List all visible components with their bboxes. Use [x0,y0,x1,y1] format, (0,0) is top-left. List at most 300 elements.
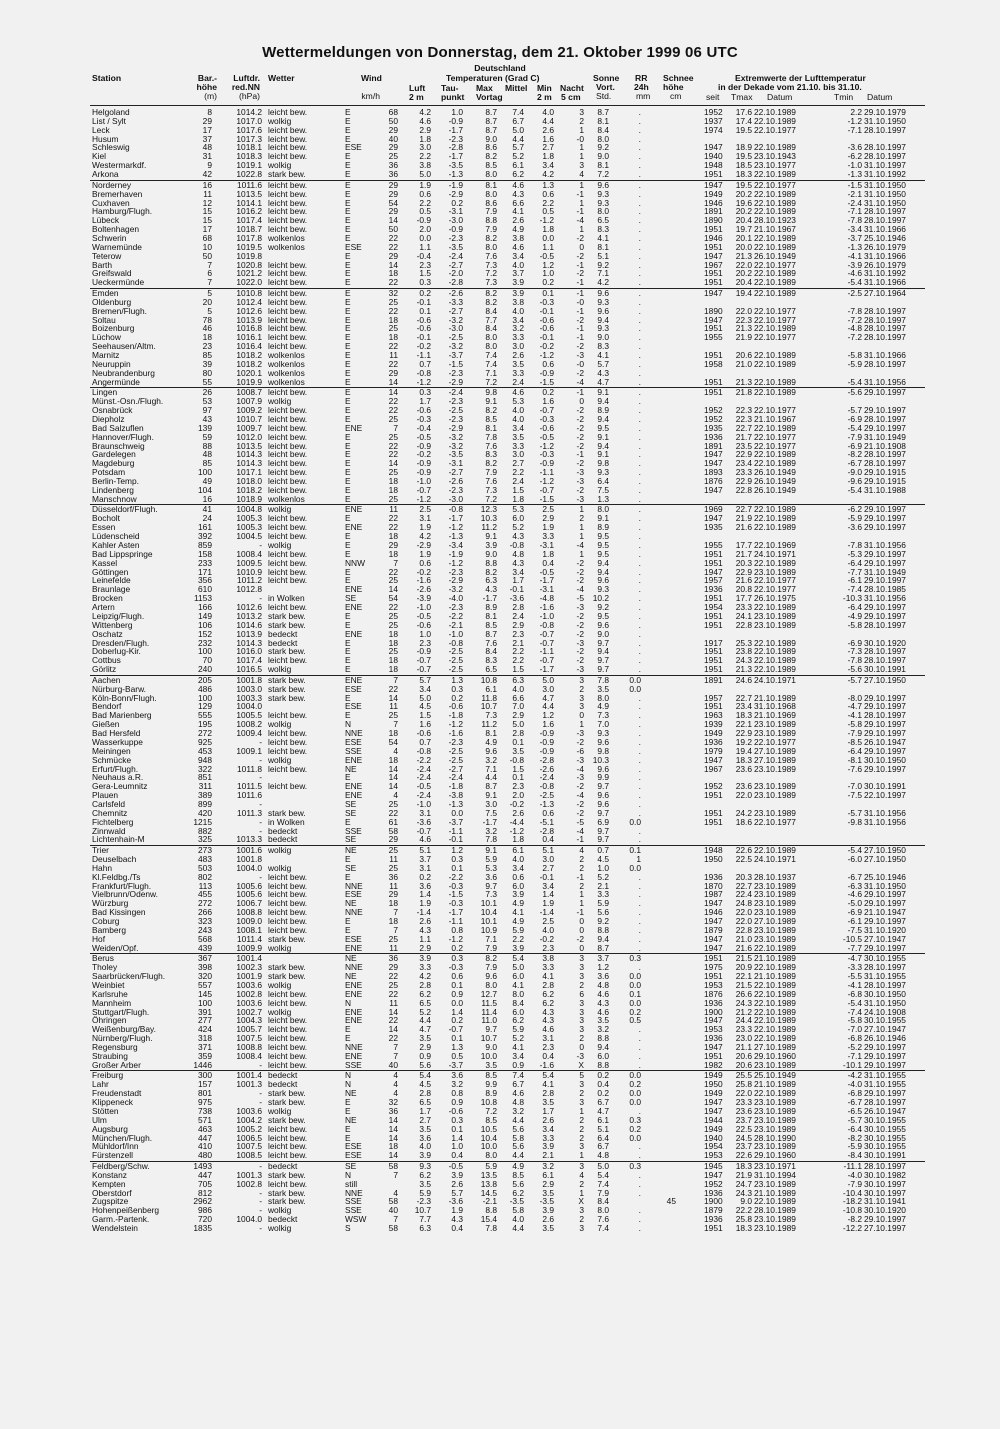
cell-seit: 1951 [704,376,723,387]
cell-tau: 5.7 [451,1187,463,1198]
cell-speed: 40 [388,1205,398,1216]
cell-luft: 4.6 [419,834,431,845]
cell-min: -0.5 [539,566,554,577]
cell-wetter: leicht bew. [268,124,308,135]
cell-mittel: 7.4 [512,107,524,117]
cell-rr: . [638,504,641,515]
cell-wetter: leicht bew. [268,1141,308,1152]
cell-tmax: 19.5 [735,179,752,190]
table-row [0,818,1000,827]
cell-tmax-d: 22.10.1989 [754,504,796,515]
cell-mittel: 4.0 [512,683,524,694]
cell-tmin-d: 28.10.1997 [864,655,906,666]
cell-sonne: 9.2 [597,916,609,927]
cell-dir: N [345,1169,352,1180]
cell-station: Hohenpeißenberg [92,1205,160,1216]
cell-speed: 4 [393,790,398,801]
cell-dir: NNE [345,962,363,973]
cell-max: 10.0 [480,1141,497,1152]
cell-tmax-d: 23.10.1989 [754,924,796,935]
cell-luftdr: 1018.0 [236,476,262,487]
cell-min: 0.5 [542,206,554,217]
cell-tmin: -7.0 [847,781,862,792]
cell-tau: -2.3 [448,602,463,613]
cell-seit: 1879 [704,924,723,935]
cell-luftdr: 1016.1 [236,332,262,343]
cell-tmax: 21.3 [735,664,752,675]
cell-nacht: -1 [576,332,584,343]
cell-seit: 1974 [704,124,723,135]
cell-tmax-d: 22.10.1989 [754,206,796,217]
cell-tau: -2.4 [448,250,463,261]
cell-tau: -3.7 [448,350,463,361]
cell-bar: 100 [198,997,212,1008]
cell-seit: 1935 [704,522,723,533]
cell-tau: 1.0 [451,1141,463,1152]
cell-luft: 0.5 [419,206,431,217]
cell-bar: 39 [202,358,212,369]
cell-seit: 1950 [704,1079,723,1090]
cell-tmin: -7.5 [847,790,862,801]
cell-station: Kahler Asten [92,539,140,550]
cell-max: 7.9 [485,206,497,217]
cell-bar: 232 [198,637,212,648]
cell-luftdr: 1009.0 [236,916,262,927]
cell-seit: 1947 [704,754,723,765]
cell-rr: 0.3 [629,953,641,964]
cell-luft: 3.7 [419,854,431,864]
cell-luftdr: - [259,593,262,604]
cell-max: 4.3 [485,584,497,595]
cell-tmax-d: 22.10.1977 [754,584,796,595]
cell-dir: E [345,539,351,550]
cell-dir: E [345,179,351,190]
cell-max: 7.3 [485,710,497,721]
cell-luftdr: 1019.1 [236,160,262,171]
cell-station: Neuhaus a.R. [92,772,144,783]
cell-min: -3.1 [539,584,554,595]
cell-nacht: 1 [579,1105,584,1116]
cell-station: Bremerhaven [92,188,143,199]
cell-max: 8.5 [485,413,497,424]
cell-rr: . [638,224,641,235]
cell-tmin-d: 22.10.1997 [864,790,906,801]
cell-station: Mannheim [92,997,132,1008]
cell-rr: . [638,871,641,882]
cell-dir: E [345,358,351,369]
cell-rr: 0.0 [629,1070,641,1081]
cell-tau: -1.6 [448,728,463,739]
cell-dir: ENE [345,979,363,990]
cell-bar: 557 [198,979,212,990]
cell-max: 11.5 [481,997,497,1008]
cell-seit: 1948 [704,160,723,171]
col-header-max1: Max [476,83,493,93]
cell-tmin-d: 28.10.1997 [864,314,906,325]
cell-rr: . [638,268,641,279]
cell-mittel: 3.4 [512,422,524,433]
cell-tmin-d: 25.10.1946 [864,871,906,882]
cell-max: 5.9 [485,854,497,864]
cell-dir: E [345,288,351,298]
cell-sonne: 1.3 [597,493,609,504]
cell-tmax: 22.3 [735,405,752,416]
cell-tmin-d: 28.10.1997 [864,458,906,469]
cell-rr: 0.0 [629,816,641,827]
cell-bar: 266 [198,907,212,918]
cell-luft: -0.9 [416,458,431,469]
cell-mittel: -3.5 [509,1196,524,1207]
cell-sonne: 7.5 [597,484,609,495]
cell-tmax-d: 22.10.1989 [754,997,796,1008]
cell-min: -0.9 [539,728,554,739]
cell-sonne: 7.9 [597,1187,609,1198]
cell-tmin: -5.6 [847,664,862,675]
cell-wetter: leicht bew. [268,988,308,999]
cell-dir: N [345,1070,352,1081]
cell-bar: 9 [207,160,212,171]
cell-nacht: 0 [579,942,584,953]
cell-tmax: 21.6 [735,575,752,586]
cell-seit: 1940 [704,1132,723,1143]
cell-mittel: 3.9 [512,889,524,900]
cell-bar: 899 [198,798,212,809]
cell-rr: . [638,151,641,162]
cell-bar: 17 [202,124,212,135]
cell-wetter: leicht bew. [268,179,308,190]
cell-station: Köln-Bonn/Flugh. [92,692,157,703]
cell-tmax-d: 22.10.1977 [754,575,796,586]
cell-sonne: 9.1 [597,387,609,398]
cell-min: 2.6 [542,1114,554,1125]
cell-tau: -1.9 [448,548,463,559]
cell-tmin: -7.4 [847,1006,862,1017]
cell-rr: . [638,924,641,935]
cell-max: 11.2 [481,522,497,533]
table-row [0,289,1000,298]
cell-nacht: -3 [576,637,584,648]
cell-luft: 1.5 [419,268,431,279]
cell-mittel: 4.9 [512,224,524,235]
cell-sonne: 6.0 [597,1050,609,1061]
cell-station: Straubing [92,1050,128,1061]
cell-dir: E [345,387,351,398]
col-header-wind-unit: km/h [361,91,380,101]
cell-speed: 7 [393,1169,398,1180]
cell-tmax: 24.3 [735,997,752,1008]
cell-luftdr: 1004.0 [236,1214,262,1225]
cell-tmin-d: 27.10.1997 [864,1223,906,1234]
cell-tmin-d: 27.10.1947 [864,1024,906,1035]
cell-max: 10.3 [480,513,497,524]
cell-wetter: stark bew. [268,169,306,180]
col-header-schnee1: Schnee [663,73,694,83]
cell-dir: SSE [345,1059,362,1070]
cell-speed: 22 [388,971,398,982]
cell-tmin-d: 28.10.1997 [864,646,906,657]
cell-luftdr: 1008.4 [236,548,262,559]
cell-tmin: -7.8 [847,539,862,550]
cell-tmax-d: 23.10.1989 [754,898,796,909]
cell-rr: . [638,1150,641,1161]
cell-dir: SE [345,1160,357,1171]
cell-tmax: 23.0 [735,1033,752,1044]
cell-tau: 0.2 [451,1015,463,1026]
cell-tmin-d: 31.10.1966 [864,250,906,261]
cell-bar: 104 [198,484,212,495]
cell-rr: 0.0 [629,683,641,694]
cell-tmin: -6.2 [847,504,862,515]
table-row [0,765,1000,774]
cell-max: 7.1 [485,367,497,378]
cell-sonne: 9.6 [597,736,609,747]
cell-tau: -2.3 [448,413,463,424]
cell-tau: 1.2 [451,845,463,856]
cell-seit: 1951 [704,1223,723,1234]
cell-luft: -0.4 [416,422,431,433]
cell-tmin: -8.2 [847,1214,862,1225]
cell-wetter: stark bew. [268,933,306,944]
cell-seit: 1947 [704,566,723,577]
cell-station: Zugspitze [92,1196,129,1207]
cell-nacht: 2 [579,1132,584,1143]
cell-nacht: -2 [576,250,584,261]
cell-max: 8.0 [485,1150,497,1161]
cell-luftdr: 1011.8 [237,763,262,774]
cell-bar: 85 [202,458,212,469]
cell-luftdr: 1002.7 [236,1006,262,1017]
col-header-decade: in der Dekade vom 21.10. bis 31.10. [718,82,862,92]
cell-dir: ENE [345,942,363,953]
cell-tmax-d: 22.10.1989 [754,1015,796,1026]
cell-seit: 1917 [704,637,723,648]
cell-max: 10.4 [480,1132,497,1143]
cell-tmax: 24.3 [735,655,752,666]
cell-min: 1.6 [542,719,554,730]
cell-max: 7.7 [485,314,497,325]
cell-tmin: -4.1 [847,710,862,721]
cell-bar: 812 [198,1187,212,1198]
cell-tmin-d: 31.10.1950 [864,179,906,190]
cell-nacht: -2 [576,610,584,621]
cell-tmax-d: 22.10.1989 [754,1196,796,1207]
cell-dir: E [345,458,351,469]
cell-nacht: -3 [576,664,584,675]
cell-min: 2.8 [542,979,554,990]
cell-mittel: 3.9 [512,288,524,298]
cell-seit: 1951 [704,971,723,982]
cell-wetter: wolkig [268,719,292,730]
cell-speed: 29 [388,124,398,135]
cell-seit: 1936 [704,1214,723,1225]
cell-max: 7.9 [485,962,497,973]
cell-max: 4.4 [485,772,497,783]
cell-luftdr: 1017.6 [236,124,262,135]
cell-luftdr: 1004.2 [236,1114,262,1125]
cell-dir: E [345,133,351,144]
cell-tmin: -4.6 [847,889,862,900]
cell-nacht: 1 [579,548,584,559]
cell-tmin-d: 24.10.1908 [864,1006,906,1017]
cell-max: 8.4 [485,646,497,657]
cell-seit: 1947 [704,1169,723,1180]
cell-tau: -3.2 [448,584,463,595]
cell-seit: 1891 [704,674,723,685]
cell-mittel: -0.8 [509,754,524,765]
cell-tmin-d: 29.10.1997 [864,889,906,900]
cell-tmin-d: 29.10.1997 [864,916,906,927]
cell-seit: 1936 [704,736,723,747]
cell-tau: -3.3 [448,296,463,307]
cell-tmax: 22.9 [735,728,752,739]
cell-station: Erfurt/Flugh. [92,763,139,774]
cell-tmin: -7.9 [847,728,862,739]
cell-rr: . [638,701,641,712]
cell-luft: 3.8 [419,160,431,171]
cell-luft: 0.6 [419,188,431,199]
cell-seit: 1951 [704,816,723,827]
cell-min: 2.5 [542,504,554,515]
cell-luftdr: 1010.7 [236,413,262,424]
cell-tau: -3.2 [448,440,463,451]
cell-tmax-d: 23.10.1977 [754,160,796,171]
cell-tmax-d: 22.10.1989 [754,197,796,208]
cell-luft: 2.5 [419,504,431,515]
cell-tau: -3.2 [448,431,463,442]
cell-tmin-d: 31.10.1988 [864,484,906,495]
cell-dir: E [345,916,351,927]
cell-wetter: leicht bew. [268,259,308,270]
cell-dir: N [345,719,352,730]
cell-wetter: leicht bew. [268,880,308,891]
cell-sonne: 6.4 [597,476,609,487]
cell-max: 8.8 [485,215,497,226]
cell-rr: 0.1 [629,845,641,856]
cell-tau: -2.5 [448,745,463,756]
cell-seit: 1947 [704,933,723,944]
cell-dir: NE [345,1114,357,1125]
cell-luft: -0.6 [416,728,431,739]
cell-min: 5.4 [542,1070,554,1081]
cell-tmax: 21.6 [735,522,752,533]
cell-mittel: 6.7 [512,1079,524,1090]
cell-nacht: 4 [579,169,584,180]
cell-nacht: 3 [579,1141,584,1152]
cell-bar: 100 [198,467,212,478]
col-header-station: Station [92,73,122,83]
cell-bar: 68 [202,232,212,243]
cell-mittel: 4.9 [512,916,524,927]
cell-nacht: -2 [576,367,584,378]
cell-min: 3.3 [542,962,554,973]
cell-mittel: 3.8 [512,232,524,243]
cell-max: 8.5 [485,1114,497,1125]
cell-rr: . [638,593,641,604]
cell-tmax-d: 26.10.1975 [754,593,796,604]
cell-tmin: -8.4 [847,1150,862,1161]
cell-tmax-d: 22.10.1989 [754,288,796,298]
cell-mittel: 0.6 [512,871,524,882]
cell-tmax: 9.0 [740,1196,752,1207]
cell-tmin: -7.6 [847,763,862,774]
cell-min: 0.0 [542,232,554,243]
cell-min: 3.9 [542,1141,554,1152]
cell-tmin-d: 31.10.1992 [864,268,906,279]
cell-wetter: leicht bew. [268,1123,308,1134]
cell-station: Freiburg [92,1070,124,1081]
cell-sonne: 7.2 [597,169,609,180]
cell-tmax-d: 22.10.1977 [754,305,796,316]
cell-tmax: 20.2 [735,268,752,279]
cell-seit: 1951 [704,790,723,801]
cell-luftdr: 1012.8 [236,584,262,595]
cell-tau: -3.5 [448,241,463,252]
cell-max: 7.5 [485,807,497,818]
cell-rr: . [638,728,641,739]
cell-tau: -2.4 [448,772,463,783]
cell-sonne: 9.2 [597,259,609,270]
cell-dir: E [345,871,351,882]
cell-dir: E [345,268,351,279]
cell-luftdr: 1009.9 [236,942,262,953]
cell-dir: E [345,924,351,935]
cell-tmax: 21.7 [735,548,752,559]
cell-sonne: 9.1 [597,513,609,524]
cell-tau: 1.0 [451,107,463,117]
cell-wetter: leicht bew. [268,142,308,153]
cell-sonne: 8.0 [597,504,609,515]
cell-tmin-d: 31.10.1949 [864,566,906,577]
cell-station: Göttingen [92,566,129,577]
cell-sonne: 8.9 [597,522,609,533]
cell-luftdr: 1008.8 [236,1042,262,1053]
cell-tau: -1.7 [448,513,463,524]
cell-nacht: 3 [579,701,584,712]
cell-luft: 3.4 [419,683,431,694]
cell-rr: . [638,493,641,504]
cell-luftdr: 1012.6 [236,305,262,316]
cell-tau: -3.4 [448,539,463,550]
cell-speed: 22 [388,1033,398,1044]
cell-luftdr: 1007.5 [236,1033,262,1044]
cell-luftdr: 1008.8 [236,907,262,918]
cell-luftdr: - [259,1205,262,1216]
cell-tmax: 20.6 [735,1059,752,1070]
cell-tmax: 17.7 [735,593,752,604]
cell-wetter: leicht bew. [268,341,308,352]
cell-tmin-d: 29.10.1997 [864,405,906,416]
cell-tmax-d: 22.10.1989 [754,350,796,361]
cell-sonne: 9.4 [597,314,609,325]
cell-speed: 14 [388,763,398,774]
cell-dir: E [345,197,351,208]
cell-sonne: 9.6 [597,575,609,586]
cell-tau: -2.3 [448,367,463,378]
cell-station: Leipzig/Flugh. [92,610,145,621]
cell-mittel: 1.5 [512,664,524,675]
cell-speed: 7 [393,719,398,730]
cell-max: 8.6 [485,197,497,208]
cell-luft: 4.3 [419,924,431,935]
cell-station: Neubrandenburg [92,367,155,378]
cell-wetter: wolkenlos [268,350,305,361]
cell-rr: . [638,531,641,542]
cell-rr: . [638,405,641,416]
cell-rr: 0.3 [629,1160,641,1171]
cell-sonne: 4.2 [597,277,609,288]
cell-max: 8.3 [485,655,497,666]
cell-tau: -3.7 [448,1059,463,1070]
